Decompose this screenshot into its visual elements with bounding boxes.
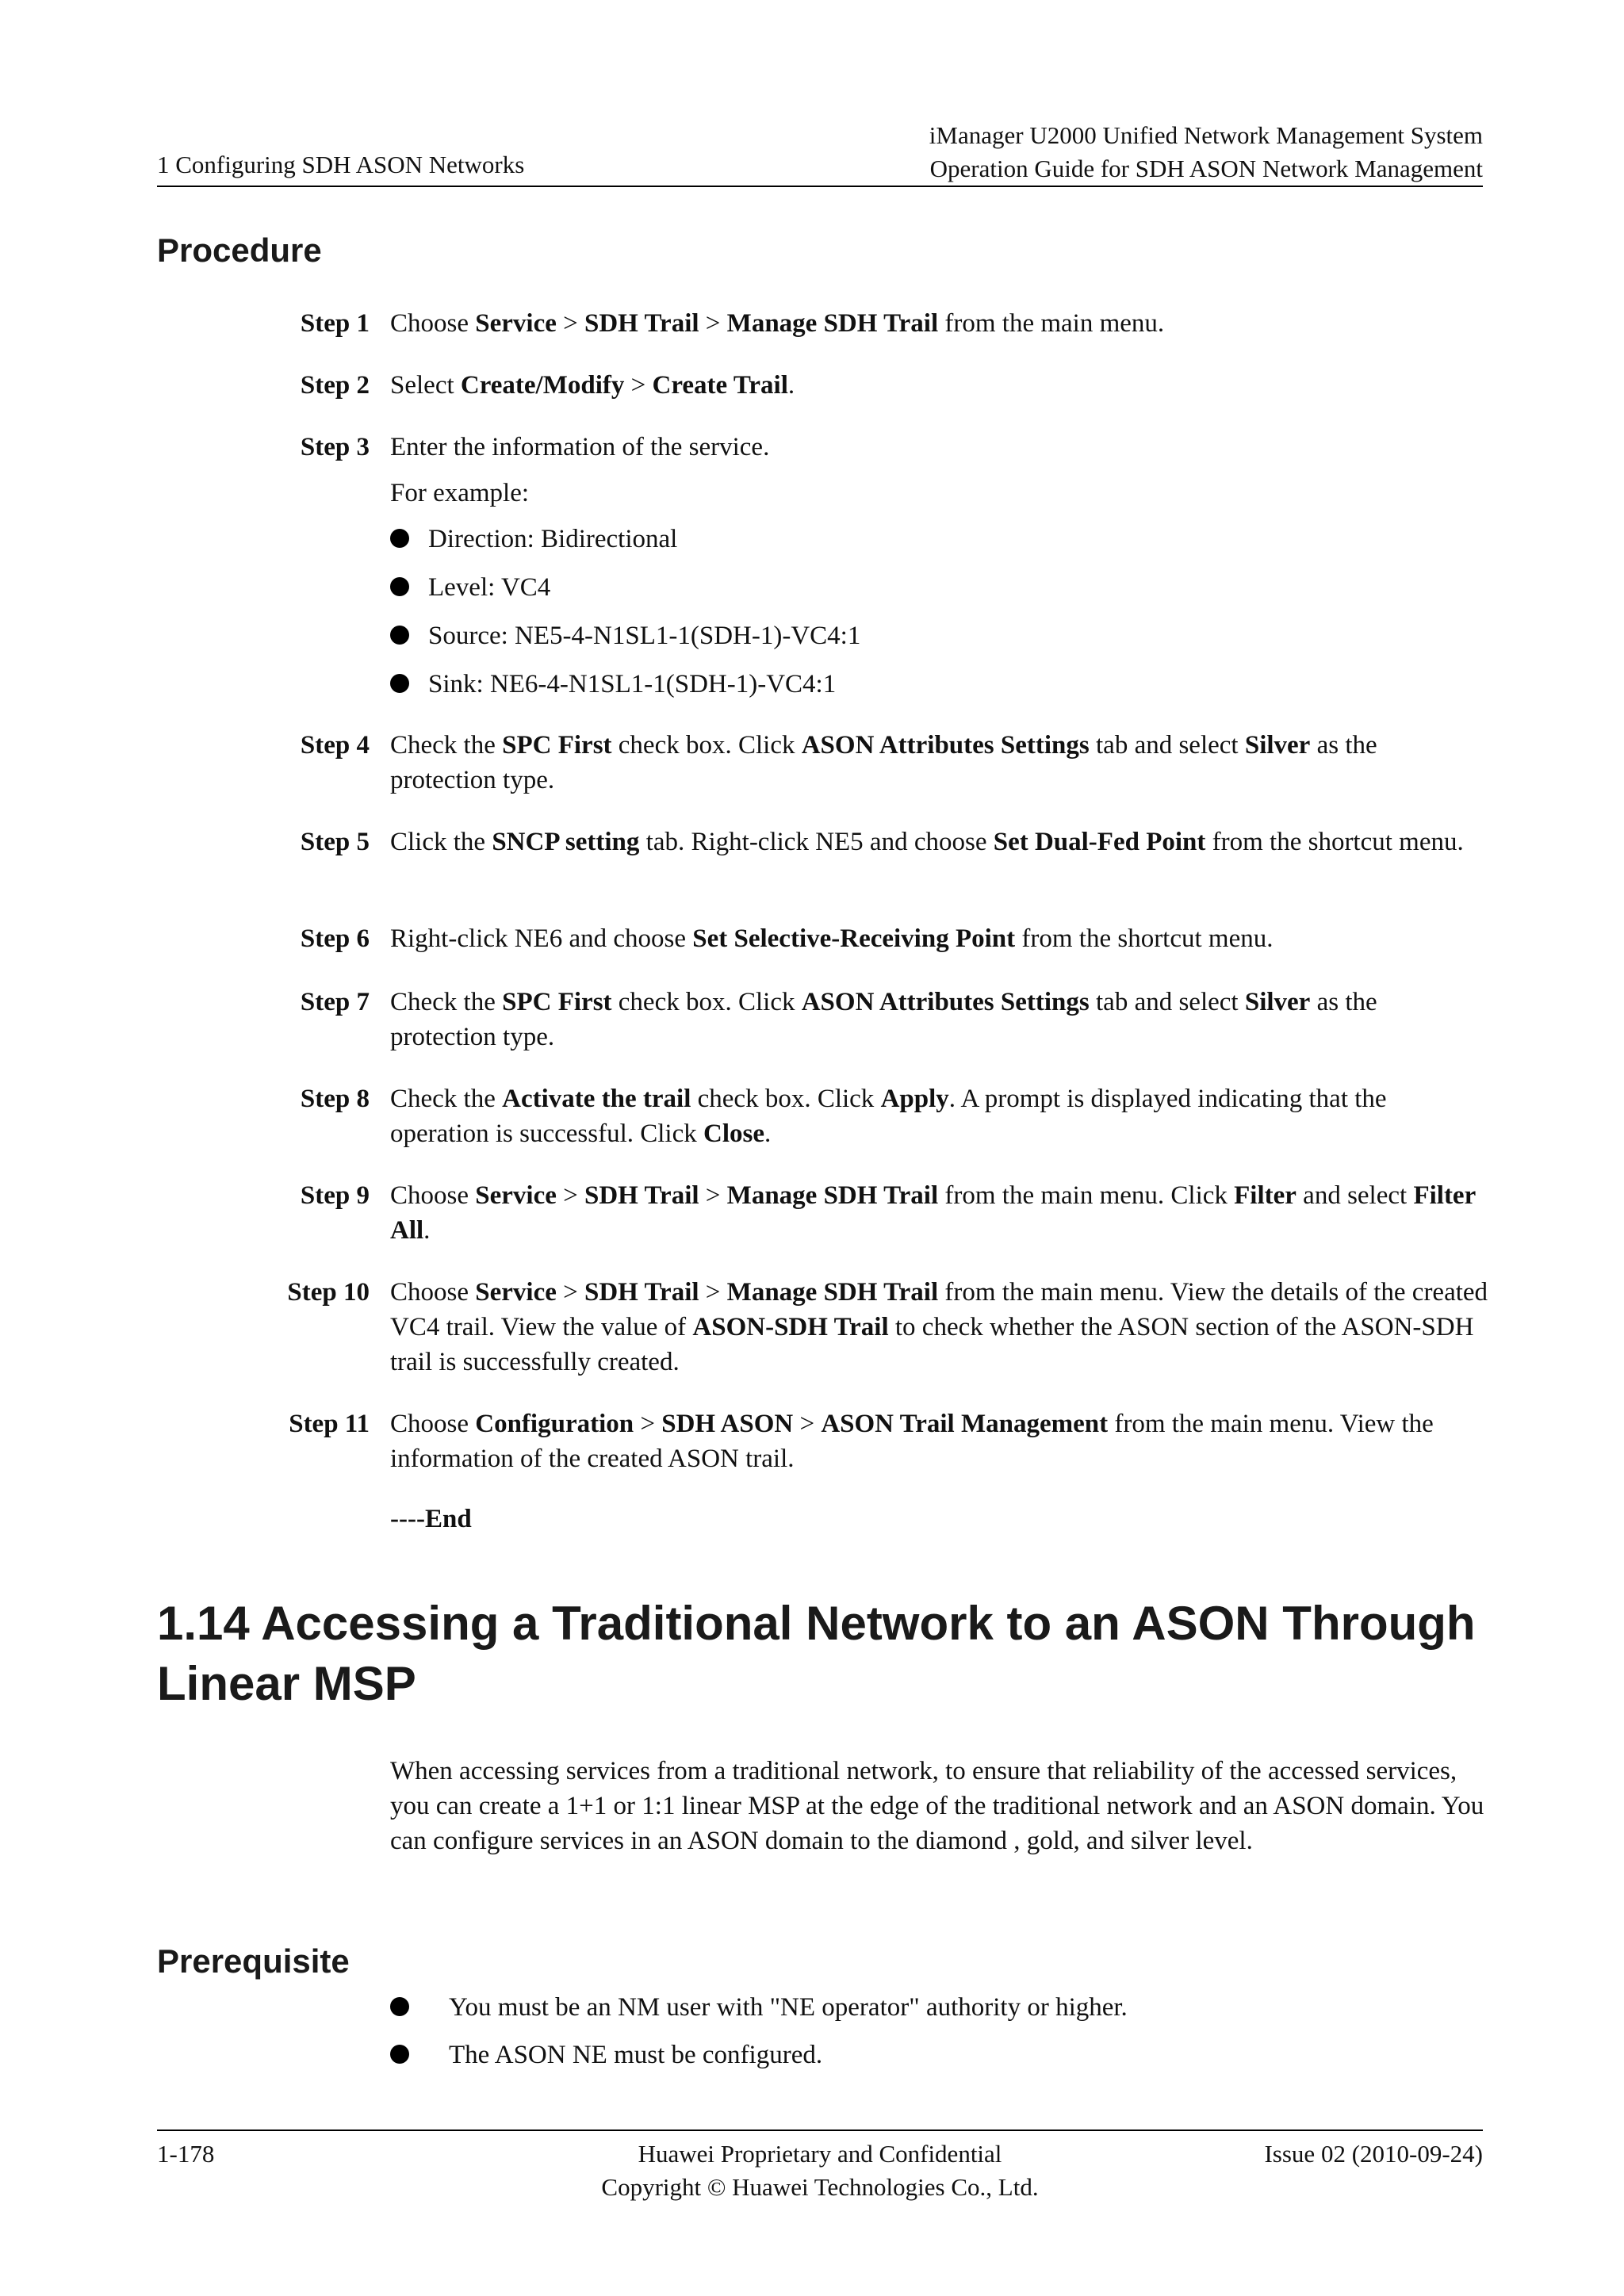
step-label: Step 10 [287,1278,370,1307]
step-text: Check the SPC First check box. Click ASON Attributes Settings tab and select Silver as the protection type. [390,988,1377,1051]
prerequisite-list [390,1990,1492,2085]
page-number: 1-178 [157,2140,215,2168]
list-item: Direction: Bidirectional [390,522,1489,570]
step-text: Click the SNCP setting tab. Right-click NE5 and choose Set Dual-Fed Point from the shortcut menu. [390,828,1464,856]
bullet-icon [390,577,409,596]
step-text: Select Create/Modify > Create Trail. [390,371,795,400]
step-text: Check the SPC First check box. Click ASON Attributes Settings tab and select Silver as the protection type. [390,731,1377,794]
page-header [157,119,1483,187]
bullet-icon [390,674,409,693]
step-8 [157,1081,1489,1151]
procedure-end [157,1502,1489,1536]
step-label: Step 2 [300,371,370,400]
step-label: Step 9 [300,1181,370,1210]
step-3 [157,430,1489,715]
step-label: Step 4 [300,731,370,760]
header-chapter: 1 Configuring SDH ASON Networks [157,151,525,178]
step-11 [157,1406,1489,1476]
step-label: Step 1 [300,309,370,338]
page-footer [157,2130,1483,2201]
step-2 [157,368,1489,403]
procedure-heading: Procedure [157,232,322,269]
header-manual-title [929,119,1483,186]
step-9 [157,1178,1489,1248]
step-text: Choose Service > SDH Trail > Manage SDH Trail from the main menu. View the details of the created VC4 trail. View the value of ASON-SDH Trail to check whether the ASON section of the ASON-SDH trail is successfully created. [390,1278,1488,1376]
bullet-icon [390,626,409,645]
step-10 [157,1275,1489,1380]
list-item: Source: NE5-4-N1SL1-1(SDH-1)-VC4:1 [390,618,1489,667]
list-item: The ASON NE must be configured. [390,2038,1492,2085]
prerequisite-heading: Prerequisite [157,1942,350,1980]
example-list [390,522,1489,715]
list-item: You must be an NM user with "NE operator" authority or higher. [390,1990,1492,2038]
step-subtext: For example: [390,479,530,507]
step-7 [157,985,1489,1054]
step-label: Step 3 [300,433,370,461]
step-label: Step 6 [300,924,370,953]
section-intro: When accessing services from a traditional network, to ensure that reliability of the accessed services, you can create a 1+1 or 1:1 linear MSP at the edge of the traditional network and an ASON domain. You can configure services in an ASON domain to the diamond , gold, and silver level. [390,1757,1484,1855]
step-1 [157,306,1489,341]
bullet-icon [390,529,409,548]
step-text: Choose Configuration > SDH ASON > ASON Trail Management from the main menu. View the information of the created ASON trail. [390,1410,1434,1473]
header-product: iManager U2000 Unified Network Management System [929,121,1483,149]
issue-info: Issue 02 (2010-09-24) [1264,2140,1483,2168]
header-guide: Operation Guide for SDH ASON Network Management [929,155,1483,182]
step-text: Enter the information of the service. [390,433,770,461]
end-marker: ----End [390,1505,472,1533]
bullet-icon [390,2045,409,2064]
step-label: Step 5 [300,828,370,856]
footer-copyright: Huawei Proprietary and Confidential Copyright © Huawei Technologies Co., Ltd. [601,2140,1039,2201]
step-5 [157,825,1489,859]
step-label: Step 7 [300,988,370,1016]
step-text: Choose Service > SDH Trail > Manage SDH Trail from the main menu. [390,309,1165,338]
list-item: Sink: NE6-4-N1SL1-1(SDH-1)-VC4:1 [390,667,1489,715]
step-4 [157,728,1489,798]
step-6 [157,921,1489,956]
list-item: Level: VC4 [390,570,1489,618]
section-title: 1.14 Accessing a Traditional Network to an ASON Through Linear MSP [157,1597,1476,1710]
bullet-icon [390,1997,409,2016]
step-text: Check the Activate the trail check box. Click Apply. A prompt is displayed indicating that the operation is successful. Click Close. [390,1085,1387,1148]
step-label: Step 8 [300,1085,370,1113]
step-text: Right-click NE6 and choose Set Selective-Receiving Point from the shortcut menu. [390,924,1274,953]
step-label: Step 11 [289,1410,370,1438]
step-text: Choose Service > SDH Trail > Manage SDH Trail from the main menu. Click Filter and select Filter All. [390,1181,1476,1245]
